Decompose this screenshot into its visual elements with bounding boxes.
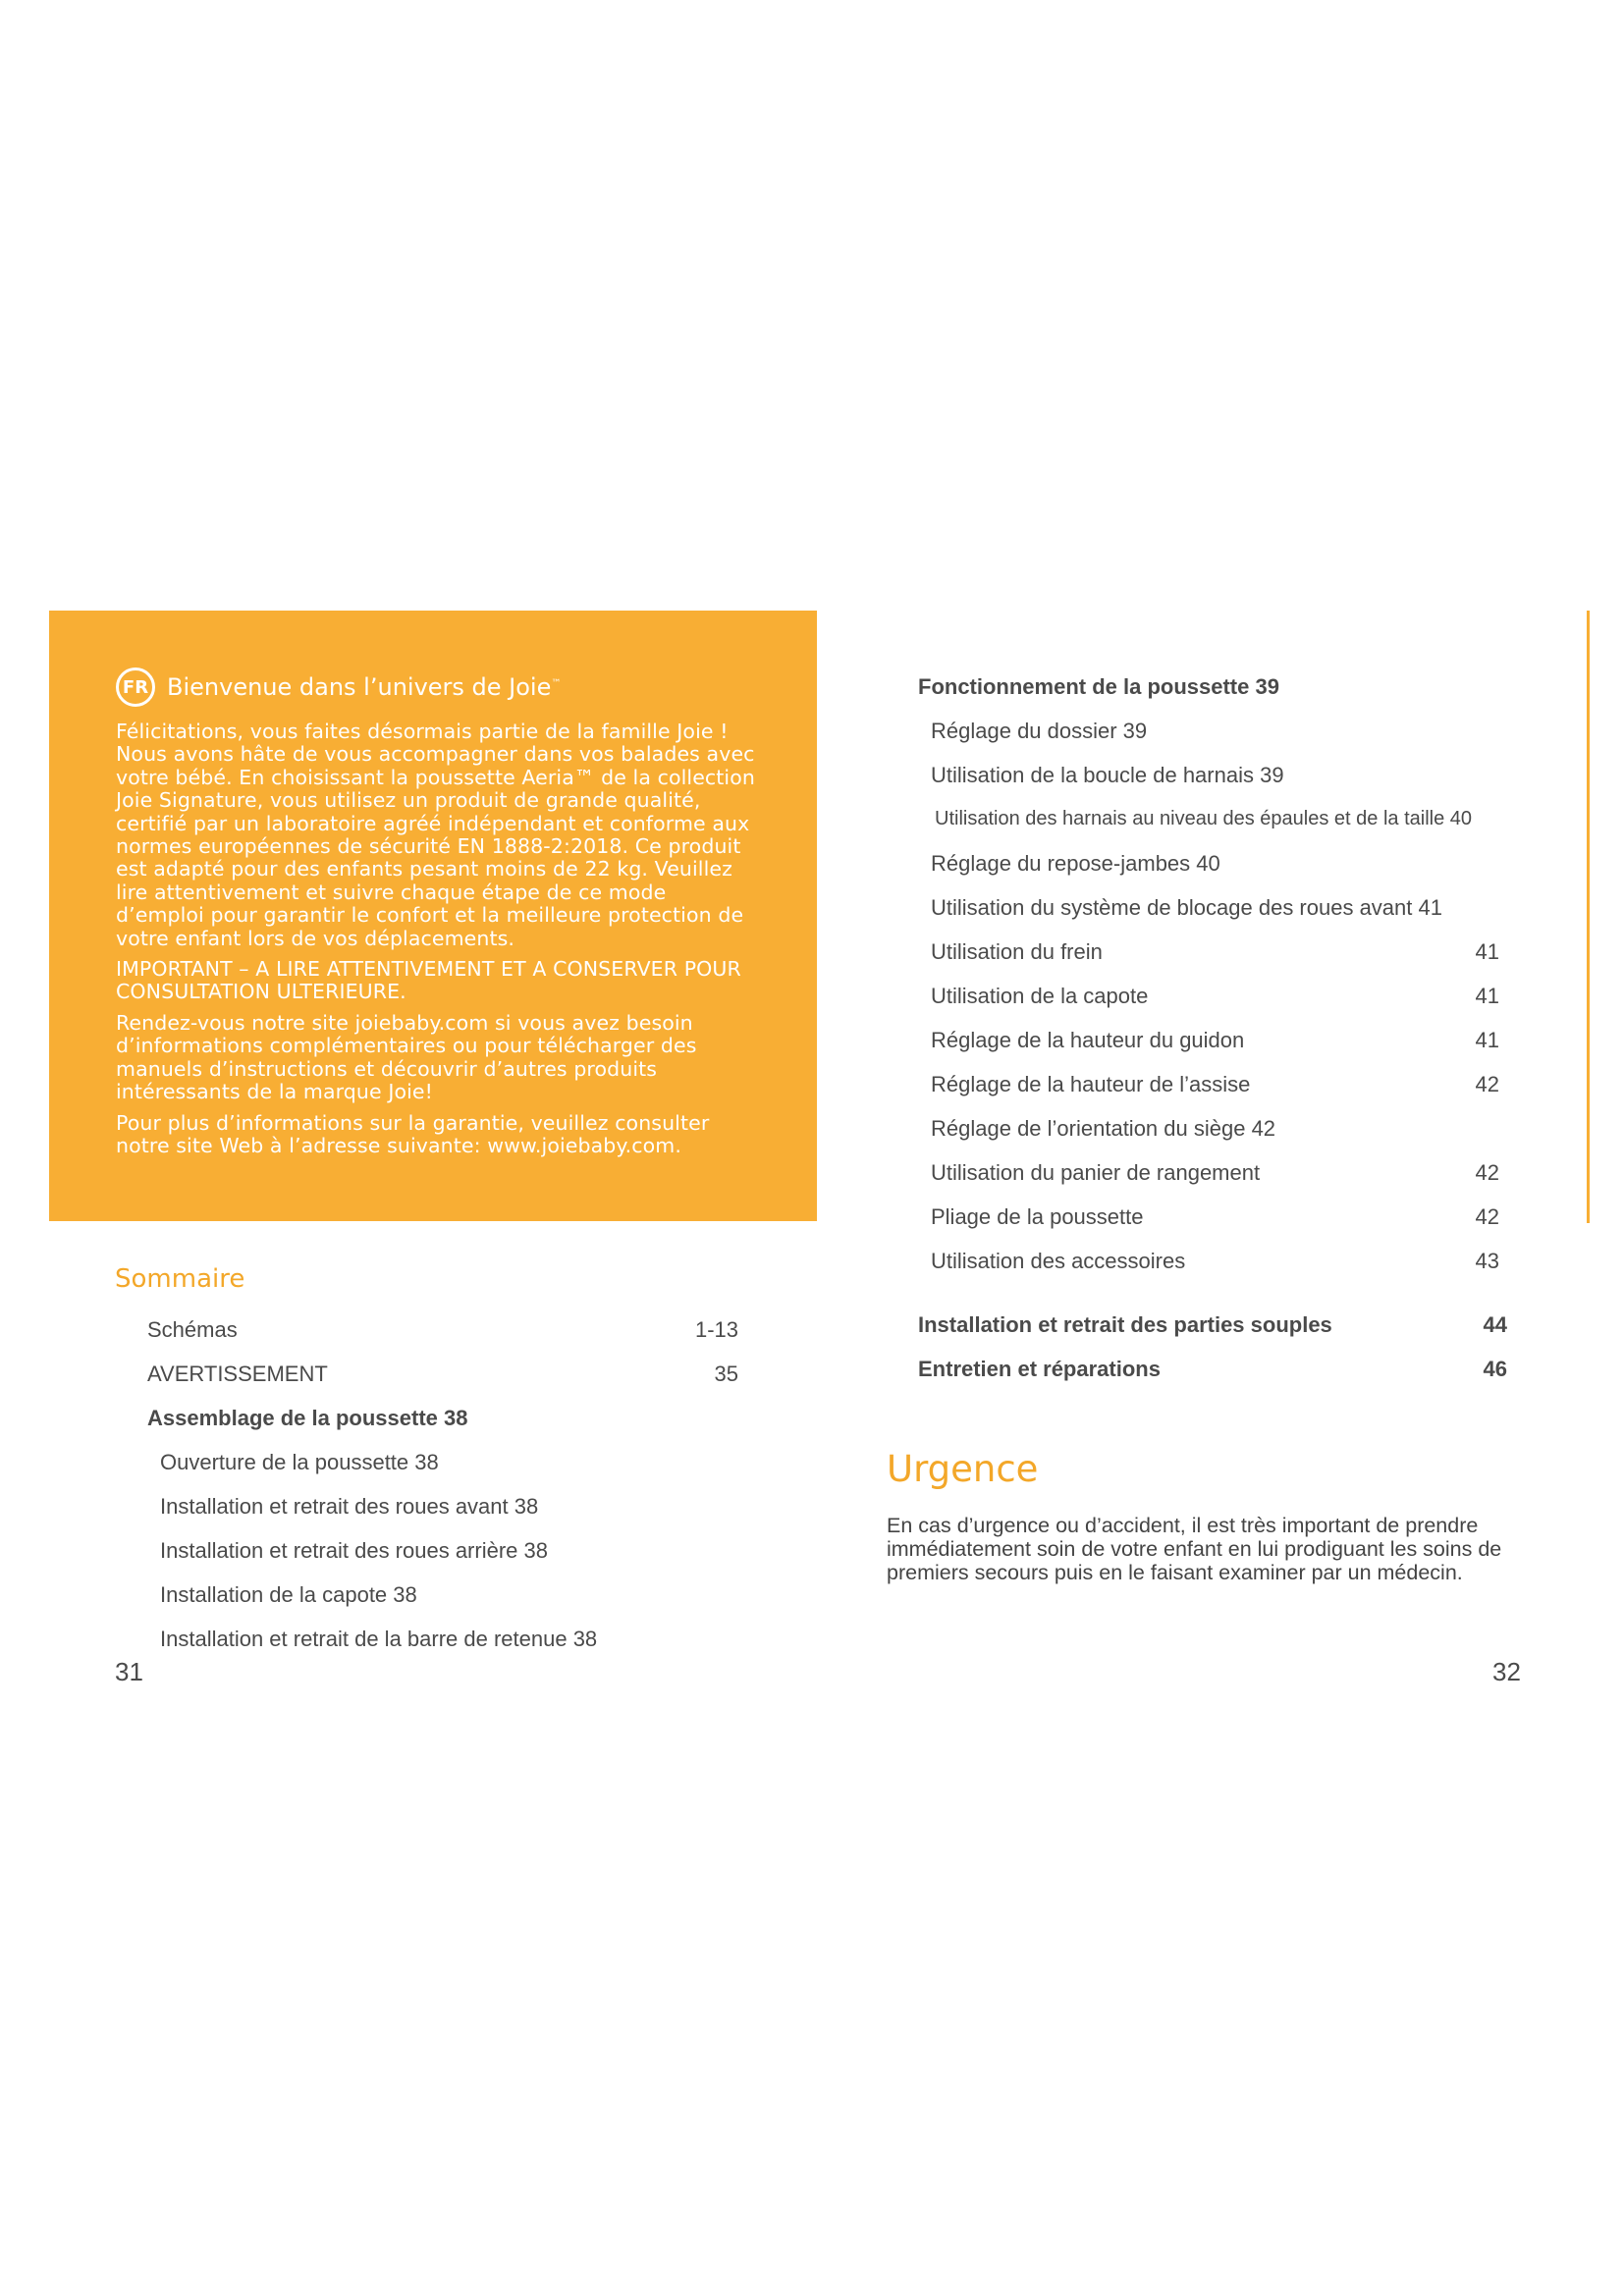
welcome-box [49,611,817,1221]
toc-item-page: 41 [1475,938,1499,964]
toc-item[interactable] [918,1195,1507,1239]
toc-item-label: Utilisation du panier de rangement [931,1159,1261,1185]
welcome-header [116,667,758,707]
toc-item-label: Installation et retrait des roues arrière 38 [160,1537,548,1563]
toc-item-page: 46 [1483,1356,1507,1381]
welcome-title [167,673,561,701]
toc-item-label: Installation et retrait des roues avant 38 [160,1493,539,1519]
toc-item-label: Utilisation de la capote [931,983,1149,1008]
toc-item-page: 43 [1475,1248,1499,1273]
toc-section[interactable] [147,1396,738,1440]
toc-item[interactable] [147,1484,738,1528]
toc-item[interactable] [147,1617,738,1661]
welcome-website: Rendez-vous notre site joiebaby.com si vous avez besoin d’informations complémentaires ou pour télécharger des manuels d’instructions et découvrir d’autres produits intéressants de la marque Joie! [116,1010,697,1104]
toc-item-label: Réglage de la hauteur du guidon [931,1027,1245,1052]
toc-item[interactable] [918,1018,1507,1062]
toc-item-label: Installation et retrait de la barre de retenue 38 [160,1626,598,1651]
toc-item-label: Réglage du repose-jambes 40 [931,850,1220,876]
toc-item[interactable] [918,1239,1507,1283]
toc-item[interactable] [147,1352,738,1396]
toc-section[interactable] [918,1303,1507,1347]
welcome-intro: Félicitations, vous faites désormais partie de la famille Joie ! Nous avons hâte de vous accompagner dans vos balades avec votre bébé. En choisissant la poussette Aeria™ de la collection Joie Signature, vous utilisez un produit de grande qualité, certifié par un laboratoire agréé indépendant et conforme aux normes européennes de sécurité EN 1888-2:2018. Ce produit est adapté pour des enfants pesant moins de 22 kg. Veuillez lire attentivement et suivre chaque étape de ce mode d’emploi pour garantir le confort et la meilleure protection de votre enfant lors de vos déplacements. [116,720,755,950]
toc-item[interactable] [918,797,1507,841]
toc-item-page: 42 [1475,1071,1499,1096]
toc-item[interactable] [918,974,1507,1018]
toc-item-label: Ouverture de la poussette 38 [160,1449,439,1474]
toc-right-column [918,665,1507,1391]
toc-item-page: 35 [714,1361,738,1386]
toc-item-label: Utilisation du système de blocage des roues avant 41 [931,894,1442,920]
toc-item[interactable] [147,1528,738,1573]
page-number-left: 31 [115,1657,143,1686]
toc-item-label: Pliage de la poussette [931,1203,1144,1229]
toc-item-label: Installation et retrait des parties souples [918,1311,1332,1337]
toc-item-label: Assemblage de la poussette 38 [147,1405,468,1430]
toc-item-label: Installation de la capote 38 [160,1581,417,1607]
page-number-right: 32 [1492,1657,1521,1686]
toc-section[interactable] [918,665,1507,709]
toc-item-label: Utilisation de la boucle de harnais 39 [931,762,1284,787]
welcome-warranty: Pour plus d’informations sur la garantie, veuillez consulter notre site Web à l’adresse suivante: www.joiebaby.com. [116,1110,710,1157]
toc-item-label: Entretien et réparations [918,1356,1161,1381]
toc-section[interactable] [918,1347,1507,1391]
toc-item-page: 44 [1483,1311,1507,1337]
toc-item[interactable] [918,1062,1507,1106]
trademark-symbol: ™ [551,678,562,689]
toc-item[interactable] [918,885,1507,930]
toc-item[interactable] [918,753,1507,797]
toc-item-page: 41 [1475,983,1499,1008]
welcome-title-text: Bienvenue dans l’univers de Joie [167,673,552,701]
toc-item-page: 41 [1475,1027,1499,1052]
toc-item-label: Utilisation des harnais au niveau des épaules et de la taille 40 [935,808,1473,829]
toc-item-label: Fonctionnement de la poussette 39 [918,673,1279,699]
toc-item-page: 42 [1475,1159,1499,1185]
toc-item-label: Utilisation du frein [931,938,1103,964]
toc-left-column [147,1308,738,1661]
language-badge: FR [116,667,155,707]
toc-item-page: 1-13 [694,1316,738,1342]
toc-item-label: Réglage de l’orientation du siège 42 [931,1115,1276,1141]
toc-item[interactable] [918,841,1507,885]
toc-item-label: AVERTISSEMENT [147,1361,328,1386]
toc-item[interactable] [147,1573,738,1617]
toc-item[interactable] [918,930,1507,974]
welcome-important: IMPORTANT – A LIRE ATTENTIVEMENT ET A CONSERVER POUR CONSULTATION ULTERIEURE. [116,957,741,1004]
toc-item-label: Réglage de la hauteur de l’assise [931,1071,1251,1096]
toc-item-label: Utilisation des accessoires [931,1248,1186,1273]
toc-item-label: Réglage du dossier 39 [931,718,1148,743]
toc-item-page: 42 [1475,1203,1499,1229]
toc-item[interactable] [147,1440,738,1484]
urgence-title: Urgence [887,1448,1039,1490]
toc-item[interactable] [918,1150,1507,1195]
urgence-text: En cas d’urgence ou d’accident, il est très important de prendre immédiatement soin de votre enfant en lui prodiguant les soins de premiers secours puis en le faisant examiner par un médecin. [887,1514,1502,1584]
toc-item[interactable] [918,1106,1507,1150]
page-edge-line [1587,611,1590,1223]
toc-item-label: Schémas [147,1316,238,1342]
sommaire-title: Sommaire [115,1264,245,1294]
toc-item[interactable] [147,1308,738,1352]
toc-item[interactable] [918,709,1507,753]
